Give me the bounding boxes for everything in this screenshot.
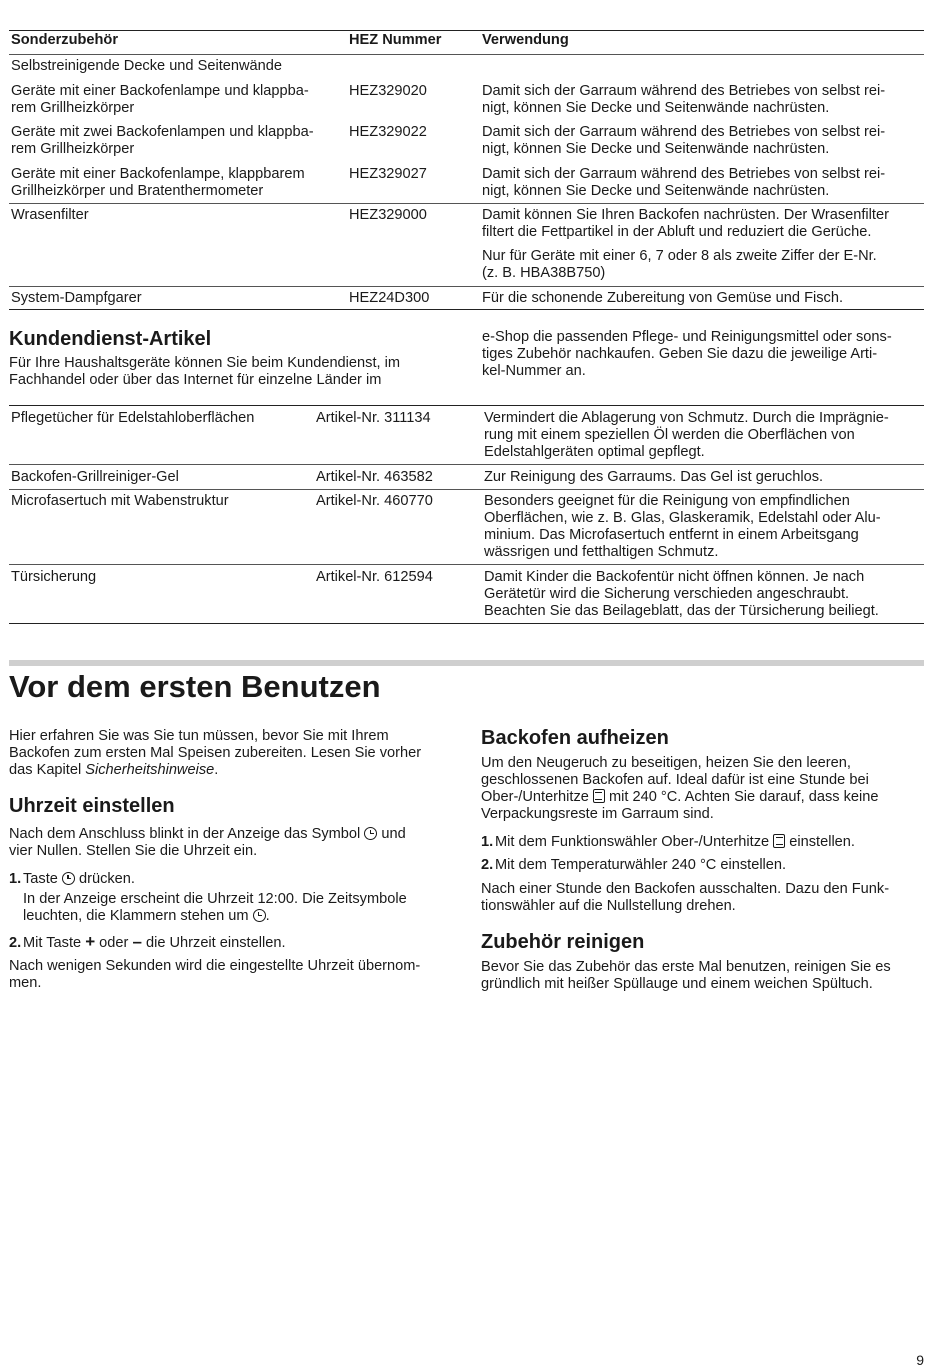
top-bottom-heat-icon — [593, 789, 605, 803]
col-header-name: Sonderzubehör — [11, 32, 119, 48]
clock-icon — [62, 872, 75, 885]
clock-outro: Nach wenigen Sekunden wird die eingestellte Uhrzeit übernom- men. — [9, 958, 421, 991]
col-header-use: Verwendung — [482, 32, 569, 48]
section-divider — [9, 660, 924, 666]
col-header-number: HEZ Nummer — [349, 32, 442, 48]
kundendienst-title: Kundendienst-Artikel — [9, 328, 212, 350]
minus-icon: – — [132, 932, 142, 951]
page-number: 9 — [916, 1352, 924, 1368]
accessories-clean-title: Zubehör reinigen — [481, 931, 645, 953]
heat-intro: Um den Neugeruch zu beseitigen, heizen Sie den leeren, geschlossenen Backofen auf. Ideal dafür ist eine Stunde bei Ober-/Unterhitze mit 240 °C. Achten Sie darauf, dass keine Verpackungsreste im Garraum sind. — [481, 755, 879, 822]
clock-icon — [364, 827, 377, 840]
kundendienst-intro-left: Für Ihre Haushaltsgeräte können Sie beim Kundendienst, im Fachhandel oder über das Internet für einzelne Länder im — [9, 355, 401, 388]
clock-step-1: 1. Taste drücken. — [9, 871, 135, 887]
clock-step-2: 2. Mit Taste + oder – die Uhrzeit einstellen. — [9, 932, 286, 951]
heat-title: Backofen aufheizen — [481, 727, 669, 749]
plus-icon: + — [85, 932, 96, 951]
clock-title: Uhrzeit einstellen — [9, 795, 175, 817]
section-title: Vor dem ersten Benutzen — [9, 669, 381, 704]
table-top-rule — [9, 30, 924, 31]
accessories-clean-text: Bevor Sie das Zubehör das erste Mal benutzen, reinigen Sie es gründlich mit heißer Spüllauge und einem weichen Spültuch. — [481, 959, 891, 992]
table-group-row: Selbstreinigende Decke und Seitenwände — [11, 58, 282, 74]
heat-step-1: 1. Mit dem Funktionswähler Ober-/Unterhitze einstellen. — [481, 834, 855, 850]
heat-outro: Nach einer Stunde den Backofen ausschalten. Dazu den Funk- tionswähler auf die Nullstellung drehen. — [481, 881, 890, 914]
kundendienst-intro-right: e-Shop die passenden Pflege- und Reinigungsmittel oder sons- tiges Zubehör nachkaufen. Geben Sie dazu die jeweilige Arti- kel-Nummer an. — [482, 329, 892, 379]
clock-intro: Nach dem Anschluss blinkt in der Anzeige das Symbol und vier Nullen. Stellen Sie die Uhrzeit ein. — [9, 826, 406, 859]
top-bottom-heat-icon — [773, 834, 785, 848]
heat-step-2: 2. Mit dem Temperaturwähler 240 °C einstellen. — [481, 857, 787, 873]
clock-step-1-result: In der Anzeige erscheint die Uhrzeit 12:00. Die Zeitsymbole leuchten, die Klammern stehen um . — [23, 891, 407, 924]
clock-icon — [253, 909, 266, 922]
first-use-intro: Hier erfahren Sie was Sie tun müssen, bevor Sie mit Ihrem Backofen zum ersten Mal Speisen zubereiten. Lesen Sie vorher das Kapitel Sicherheitshinweise. — [9, 728, 422, 778]
